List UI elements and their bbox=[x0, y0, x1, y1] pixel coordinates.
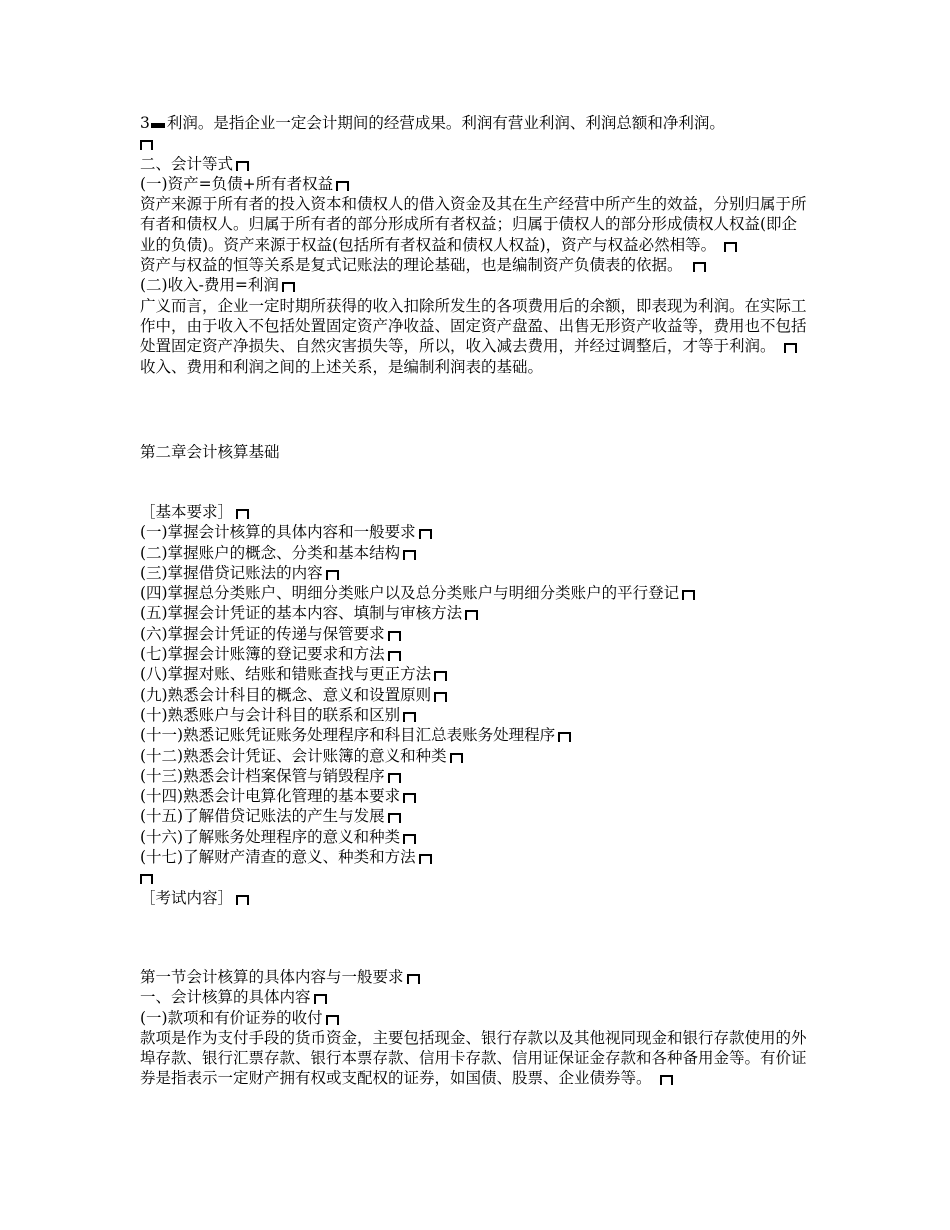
chapter-2-title bbox=[140, 442, 810, 462]
requirement-text: (十七)了解财产清查的意义、种类和方法 bbox=[140, 848, 416, 867]
paragraph-mark-icon bbox=[434, 692, 447, 702]
exam-content-heading: ［考试内容］ bbox=[140, 888, 810, 908]
requirement-item bbox=[140, 806, 810, 826]
requirements-heading: ［基本要求］ bbox=[140, 502, 810, 522]
basic-requirements-section bbox=[140, 502, 810, 908]
requirement-item bbox=[140, 583, 810, 603]
requirement-item bbox=[140, 685, 810, 705]
requirement-text: (九)熟悉会计科目的概念、意义和设置原则 bbox=[140, 685, 432, 704]
equation-1-note: 资产与权益的恒等关系是复式记账法的理论基础，也是编制资产负债表的依据。 bbox=[140, 255, 810, 275]
paragraph-mark-icon bbox=[388, 813, 401, 823]
paragraph-mark-icon bbox=[388, 651, 401, 661]
requirement-text: (三)掌握借贷记账法的内容 bbox=[140, 563, 323, 582]
requirement-text: (十一)熟悉记账凭证账务处理程序和科目汇总表账务处理程序 bbox=[140, 726, 556, 745]
requirement-item bbox=[140, 847, 810, 867]
requirement-item bbox=[140, 827, 810, 847]
paragraph-mark-icon bbox=[236, 895, 249, 905]
requirement-item bbox=[140, 522, 810, 542]
paragraph-mark-icon bbox=[326, 1015, 339, 1025]
paragraph-mark-icon bbox=[403, 834, 416, 844]
equation-2-body: 广义而言，企业一定时期所获得的收入扣除所发生的各项费用后的余额，即表现为利润。在实际工作中，由于收入不包括处置固定资产净收益、固定资产盘盈、出售无形资产收益等，费用也不包括处置固定资产净损失、自然灾害损失等，所以，收入减去费用，并经过调整后，才等于利润。 bbox=[140, 296, 807, 356]
empty-line bbox=[140, 867, 810, 887]
paragraph-mark-icon bbox=[419, 854, 432, 864]
requirement-text: (十六)了解账务处理程序的意义和种类 bbox=[140, 827, 401, 846]
paragraph-mark-icon bbox=[784, 343, 797, 353]
profit-paragraph bbox=[140, 113, 810, 133]
paragraph-mark-icon bbox=[314, 994, 327, 1004]
paragraph-mark-icon bbox=[151, 123, 165, 128]
requirement-item bbox=[140, 766, 810, 786]
requirement-text: (十三)熟悉会计档案保管与销毁程序 bbox=[140, 766, 385, 785]
requirement-item bbox=[140, 746, 810, 766]
paragraph-mark-icon bbox=[140, 874, 153, 884]
paragraph-mark-icon bbox=[660, 1075, 673, 1085]
paragraph-mark-icon bbox=[682, 590, 695, 600]
paragraph-mark-icon bbox=[419, 529, 432, 539]
subsection-body: 款项是作为支付手段的货币资金，主要包括现金、银行存款以及其他视同现金和银行存款使用的外埠存款、银行汇票存款、银行本票存款、信用卡存款、信用证保证金存款和各种备用金等。有价证券是指表示一定财产拥有权或支配权的证券，如国债、股票、企业债券等。 bbox=[140, 1028, 807, 1088]
paragraph-mark-icon bbox=[236, 509, 249, 519]
requirement-item bbox=[140, 786, 810, 806]
requirement-text: (十)熟悉账户与会计科目的联系和区别 bbox=[140, 705, 401, 724]
paragraph-mark-icon bbox=[407, 974, 420, 984]
equation-2-title: (二)收入-费用=利润 bbox=[140, 275, 810, 295]
requirement-item bbox=[140, 624, 810, 644]
subsection-heading: 一、会计核算的具体内容 bbox=[140, 987, 810, 1007]
profit-text: 利润。是指企业一定会计期间的经营成果。利润有营业利润、利润总额和净利润。 bbox=[166, 114, 725, 132]
requirement-text: (十四)熟悉会计电算化管理的基本要求 bbox=[140, 787, 401, 806]
requirement-item bbox=[140, 603, 810, 623]
section-one bbox=[140, 967, 810, 1089]
empty-line bbox=[140, 133, 810, 153]
section-title: 第一节会计核算的具体内容与一般要求 bbox=[140, 967, 810, 987]
paragraph-mark-icon bbox=[336, 181, 349, 191]
paragraph-mark-icon bbox=[403, 712, 416, 722]
requirement-item bbox=[140, 725, 810, 745]
paragraph-mark-icon bbox=[282, 282, 295, 292]
paragraph-mark-icon bbox=[140, 140, 153, 150]
requirement-text: (十二)熟悉会计凭证、会计账簿的意义和种类 bbox=[140, 746, 447, 765]
chapter-title: 第二章会计核算基础 bbox=[140, 443, 280, 461]
paragraph-mark-icon bbox=[558, 732, 571, 742]
paragraph-mark-icon bbox=[724, 242, 737, 252]
paragraph-mark-icon bbox=[403, 550, 416, 560]
paragraph-mark-icon bbox=[693, 262, 706, 272]
paragraph-mark-icon bbox=[403, 793, 416, 803]
requirement-text: (七)掌握会计账簿的登记要求和方法 bbox=[140, 645, 385, 664]
equation-2-note: 收入、费用和利润之间的上述关系，是编制利润表的基础。 bbox=[140, 357, 544, 376]
requirement-text: (十五)了解借贷记账法的产生与发展 bbox=[140, 807, 385, 826]
requirement-text: (六)掌握会计凭证的传递与保管要求 bbox=[140, 624, 385, 643]
profit-number: 3 bbox=[140, 114, 150, 132]
equation-1-body: 资产来源于所有者的投入资本和债权人的借入资金及其在生产经营中所产生的效益，分别归属于所有者和债权人。归属于所有者的部分形成所有者权益；归属于债权人的部分形成债权人权益(即企业的负债)。资产来源于权益(包括所有者权益和债权人权益)，资产与权益必然相等。 bbox=[140, 195, 807, 254]
requirement-item bbox=[140, 664, 810, 684]
paragraph-mark-icon bbox=[388, 773, 401, 783]
paragraph-mark-icon bbox=[388, 631, 401, 641]
requirements-list bbox=[140, 522, 810, 867]
accounting-elements-section bbox=[140, 113, 810, 377]
requirement-item bbox=[140, 644, 810, 664]
requirement-item bbox=[140, 563, 810, 583]
requirement-item bbox=[140, 705, 810, 725]
requirement-text: (二)掌握账户的概念、分类和基本结构 bbox=[140, 543, 401, 562]
paragraph-mark-icon bbox=[434, 671, 447, 681]
paragraph-mark-icon bbox=[450, 753, 463, 763]
requirement-text: (五)掌握会计凭证的基本内容、填制与审核方法 bbox=[140, 604, 463, 623]
subsection-item-heading: (一)款项和有价证券的收付 bbox=[140, 1008, 810, 1028]
equation-1-title: (一)资产=负债+所有者权益 bbox=[140, 174, 810, 194]
paragraph-mark-icon bbox=[326, 570, 339, 580]
equation-heading: 二、会计等式 bbox=[140, 154, 810, 174]
requirement-text: (四)掌握总分类账户、明细分类账户以及总分类账户与明细分类账户的平行登记 bbox=[140, 584, 680, 603]
paragraph-mark-icon bbox=[236, 161, 249, 171]
requirement-text: (一)掌握会计核算的具体内容和一般要求 bbox=[140, 523, 416, 542]
requirement-item bbox=[140, 543, 810, 563]
paragraph-mark-icon bbox=[465, 610, 478, 620]
requirement-text: (八)掌握对账、结账和错账查找与更正方法 bbox=[140, 665, 432, 684]
